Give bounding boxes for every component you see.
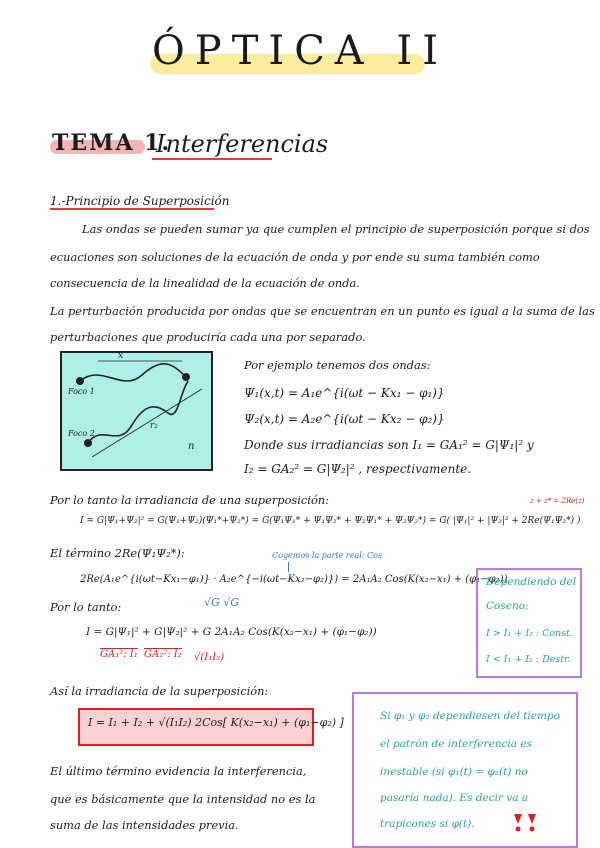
side-note: z + z* = 2Re(z): [530, 497, 585, 505]
paragraph-line: Las ondas se pueden sumar ya que cumplen el principio de superposición porque si dos: [82, 222, 590, 236]
figure-x-label: x: [118, 351, 124, 361]
section-title: 1.-Principio de Superposición: [50, 194, 230, 208]
depends-title: Dependiendo del: [486, 576, 577, 588]
re-equation: 2Re(A₁e^{i(ωt−Kx₁−φ₁)} · A₂e^{−i(ωt−Kx₂−φ₂)}) = 2A₁A₂ Cos(K(x₂−x₁) + (φ₁−φ₂)): [80, 574, 508, 585]
underbrace-sqrt: √(I₁I₂): [194, 652, 225, 663]
term-label: El término 2Re(Ψ₁Ψ₂*):: [50, 546, 185, 560]
case-constructive: I > I₁ + I₂ : Const.: [486, 628, 573, 639]
time-note-line: inestable (si φ₁(t) = φ₂(t) no: [380, 766, 528, 778]
irradiance-intro: Donde sus irradiancias son I₁ = GA₁² = G|Ψ₁|² y: [244, 438, 534, 452]
time-note-line: el patrón de interferencia es: [380, 738, 532, 750]
por-lo-tanto: Por lo tanto:: [50, 600, 122, 614]
tema-label: TEMA 1.: [52, 130, 172, 156]
closing-line: que es básicamente que la intensidad no es la: [50, 792, 316, 806]
warning-icon: [512, 812, 538, 834]
time-note-line: pasaría nada). Es decir va a: [380, 792, 529, 804]
paragraph-line: consecuencia de la linealidad de la ecuación de onda.: [50, 276, 360, 290]
figure-n-label: n: [188, 441, 195, 452]
real-part-arrow: [288, 562, 289, 572]
final-equation: I = I₁ + I₂ + √(I₁I₂) 2Cos[ K(x₂−x₁) + (φ₁−φ₂) ]: [88, 716, 344, 729]
cosine-cases-box: [476, 568, 582, 678]
asi-text: Así la irradiancia de la superposición:: [50, 684, 269, 698]
sqrt-g-note: √G √G: [204, 596, 240, 609]
case-destructive: I < I₁ + I₂ : Destr.: [486, 654, 571, 665]
closing-line: El último término evidencia la interferencia,: [50, 764, 307, 778]
example-intro: Por ejemplo tenemos dos ondas:: [244, 358, 431, 372]
section-underline: [50, 208, 214, 210]
figure-r-label: r₂: [150, 421, 158, 431]
figure-foco2-label: Foco 2: [68, 429, 95, 438]
big-equation: I = G|Ψ₁+Ψ₂|² = G(Ψ₁+Ψ₂)(Ψ₁*+Ψ₂*) = G(Ψ₁Ψ₁* + Ψ₁Ψ₂* + Ψ₂Ψ₁* + Ψ₂Ψ₂*) = G( |Ψ₁|² + |Ψ₂|² + 2Re(Ψ₁Ψ₂*) ): [80, 516, 581, 526]
irradiance-2: I₂ = GA₂² = G|Ψ₂|² , respectivamente.: [244, 462, 472, 476]
depends-title2: Coseno:: [486, 600, 529, 612]
wave-figure: [60, 351, 213, 471]
tema-name: Interferencias: [156, 130, 329, 158]
superposition-intro: Por lo tanto la irradiancia de una superposición:: [50, 493, 329, 507]
underbrace-i1: GA₁²: I₁: [100, 649, 138, 660]
underbrace-i2: GA₂²: I₂: [144, 649, 182, 660]
time-note-line: trapicones si φ(t).: [380, 818, 475, 830]
figure-foco1-label: Foco 1: [68, 387, 95, 396]
real-part-note: Cogemos la parte real: Cos: [272, 551, 383, 560]
paragraph-line: La perturbación producida por ondas que se encuentran en un punto es igual a la suma de las: [50, 304, 595, 318]
psi2-equation: Ψ₂(x,t) = A₂e^{i(ωt − Kx₂ − φ₂)}: [244, 412, 445, 426]
tema-underline: [152, 158, 272, 160]
page-title: ÓPTICA II: [152, 28, 448, 74]
paragraph-line: ecuaciones son soluciones de la ecuación de onda y por ende su suma también como: [50, 250, 540, 264]
psi1-equation: Ψ₁(x,t) = A₁e^{i(ωt − Kx₁ − φ₁)}: [244, 386, 445, 400]
closing-line: suma de las intensidades previa.: [50, 818, 239, 832]
time-note-line: Si φ₁ y φ₂ dependiesen del tiempo: [380, 710, 561, 722]
paragraph-line: perturbaciones que produciría cada una por separado.: [50, 330, 366, 344]
pt-equation: I = G|Ψ₁|² + G|Ψ₂|² + G 2A₁A₂ Cos(K(x₂−x₁) + (φ₁−φ₂)): [86, 626, 377, 638]
time-note-box: [352, 692, 578, 848]
